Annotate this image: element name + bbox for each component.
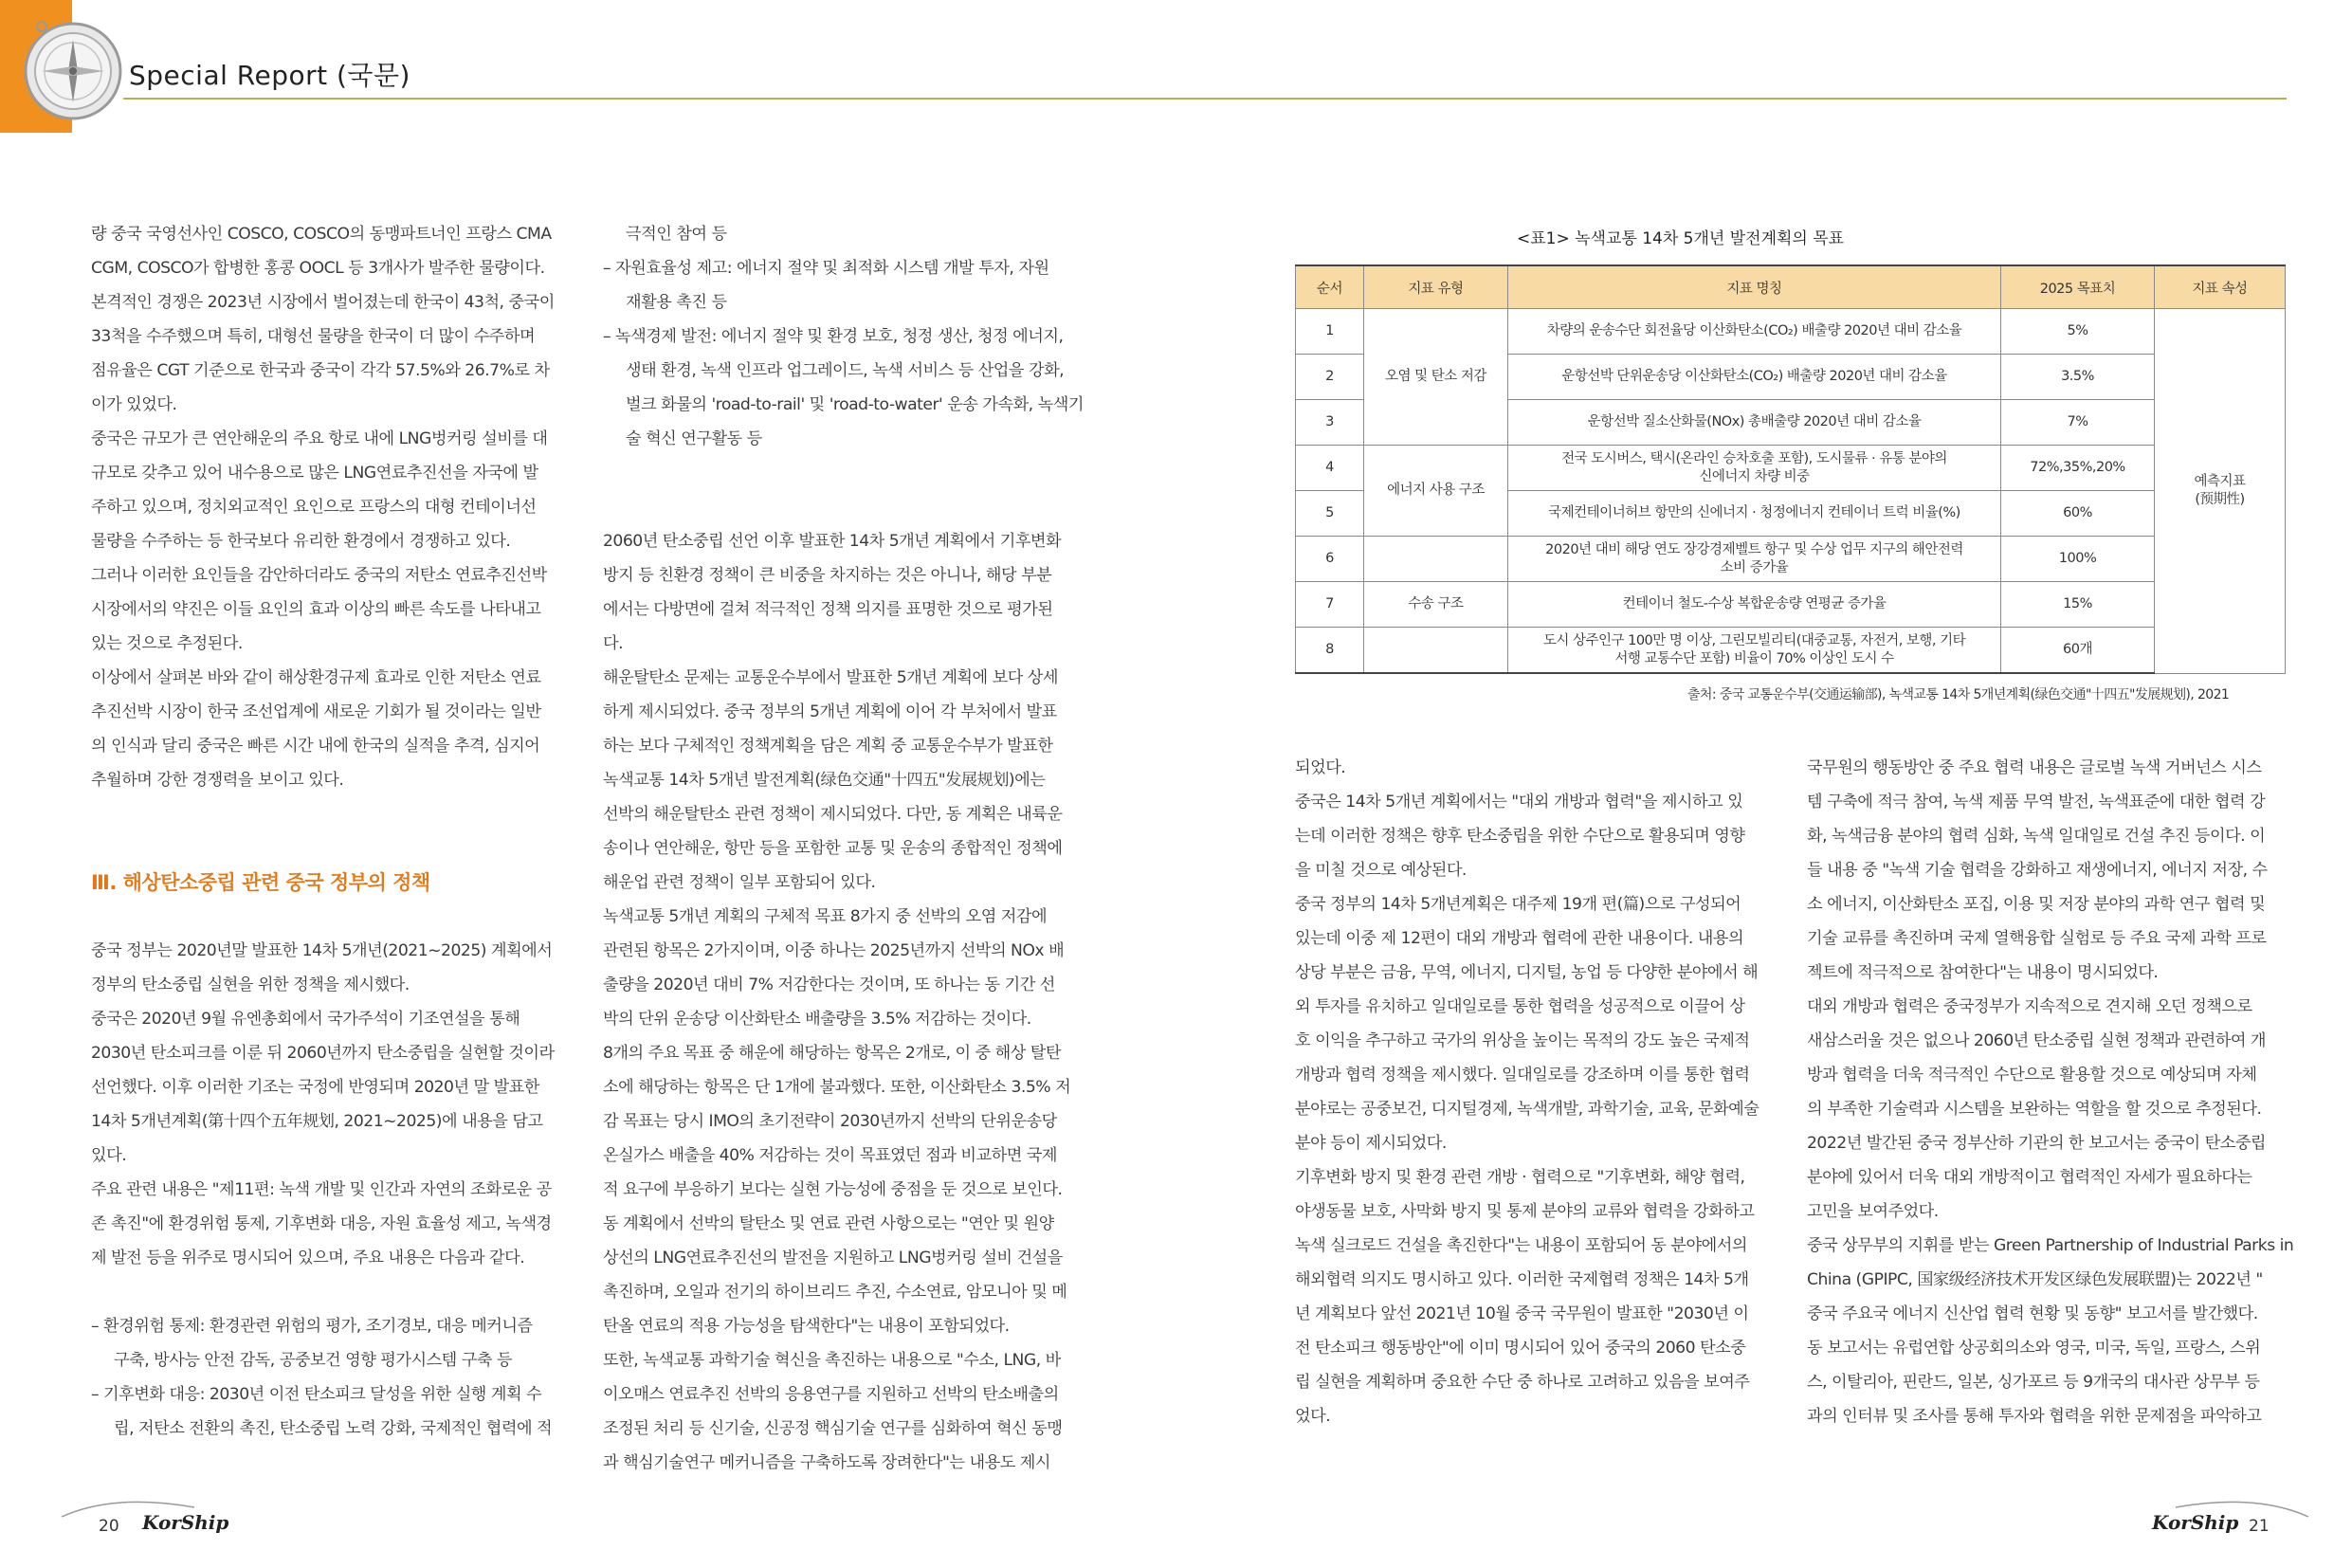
text-line: 출량을 2020년 대비 7% 저감한다는 것이며, 또 하나는 동 기간 선 (603, 975, 1055, 994)
text-line: 다. (603, 634, 624, 653)
indicator-name-line: 컨테이너 철도-수상 복합운송량 연평균 증가율 (1622, 596, 1887, 611)
text-line: 있는데 이중 제 12편이 대외 개방과 협력에 관한 내용이다. 내용의 (1295, 929, 1744, 948)
text-line: 온실가스 배출을 40% 저감하는 것이 목표였던 점과 비교하면 국제 (603, 1146, 1057, 1165)
text-line: 2030년 탄소피크를 이룬 뒤 2060년까지 탄소중립을 실현할 것이라 (91, 1044, 555, 1063)
text-line: 촉진하며, 오일과 전기의 하이브리드 추진, 수소연료, 암모니아 및 메 (603, 1283, 1067, 1302)
indicator-name (1508, 400, 2001, 446)
attribute-line: 예측지표 (2194, 473, 2246, 489)
text-line: 구축, 방사능 안전 감독, 공중보건 영향 평가시스템 구축 등 (114, 1351, 513, 1370)
text-line: 기후변화 방지 및 환경 관련 개방 · 협력으로 "기후변화, 해양 협력, (1295, 1168, 1745, 1187)
text-line: – 녹색경제 발전: 에너지 절약 및 환경 보호, 청정 생산, 청정 에너지, (603, 327, 1064, 346)
text-line: CGM, COSCO가 합병한 홍콩 OOCL 등 3개사가 발주한 물량이다. (91, 259, 545, 278)
indicator-name-line: 차량의 운송수단 회전율당 이산화탄소(CO₂) 배출량 2020년 대비 감소율 (1546, 323, 1962, 338)
text-line: 소 에너지, 이산화탄소 포집, 이용 및 저장 분야의 과학 연구 협력 및 (1807, 895, 2266, 914)
indicator-attribute (2155, 309, 2286, 674)
indicator-name-line: 도시 상주인구 100만 명 이상, 그린모빌리티(대중교통, 자전거, 보행, 기타 (1542, 632, 1966, 648)
table-header-attribute: 지표 속성 (2155, 265, 2286, 309)
text-line: 송이나 연안해운, 항만 등을 포함한 교통 및 운송의 종합적인 정책에 (603, 839, 1063, 858)
indicator-type: 오염 및 탄소 저감 (1364, 309, 1508, 446)
target-value: 3.5% (2001, 355, 2155, 400)
text-line: 과의 인터뷰 및 조사를 통해 투자와 협력을 위한 문제점을 파악하고 (1807, 1407, 2262, 1426)
text-line: 2060년 탄소중립 선언 이후 발표한 14차 5개년 계획에서 기후변화 (603, 532, 1062, 551)
text-line: 탄올 연료의 적용 가능성을 탐색한다"는 내용이 포함되었다. (603, 1317, 1010, 1336)
row-number: 7 (1296, 582, 1364, 628)
text-line: 감 목표는 당시 IMO의 초기전략이 2030년까지 선박의 단위운송당 (603, 1112, 1057, 1131)
text-line: 전 탄소피크 행동방안"에 이미 명시되어 있어 중국의 2060 탄소중 (1295, 1339, 1746, 1358)
indicator-name-line: 전국 도시버스, 택시(온라인 승차호출 포함), 도시물류 · 유통 분야의 (1561, 450, 1947, 466)
text-line: 되었다. (1295, 758, 1346, 777)
text-line: 존 촉진"에 환경위험 통제, 기후변화 대응, 자원 효율성 제고, 녹색경 (91, 1214, 552, 1233)
text-line: 벌크 화물의 'road-to-rail' 및 'road-to-water' 운송 가속화, 녹색기 (626, 395, 1084, 414)
footer-logo-left: KorShip (142, 1511, 229, 1534)
target-value: 100% (2001, 537, 2155, 582)
text-line: 립 실현을 계획하며 중요한 수단 중 하나로 고려하고 있음을 보여주 (1295, 1373, 1750, 1392)
table-header-type: 지표 유형 (1364, 265, 1508, 309)
text-line: 었다. (1295, 1407, 1331, 1426)
target-value: 15% (2001, 582, 2155, 628)
text-line: 방과 협력을 더욱 적극적인 수단으로 활용할 것으로 예상되며 자체 (1807, 1066, 2257, 1085)
text-line: 주하고 있으며, 정치외교적인 요인으로 프랑스의 대형 컨테이너선 (91, 498, 537, 517)
text-line: 있다. (91, 1146, 127, 1165)
target-value: 7% (2001, 400, 2155, 446)
text-line: 스, 이탈리아, 핀란드, 일본, 싱가포르 등 9개국의 대사관 상무부 등 (1807, 1373, 2260, 1392)
text-line: – 기후변화 대응: 2030년 이전 탄소피크 달성을 위한 실행 계획 수 (91, 1385, 542, 1404)
indicator-name (1508, 582, 2001, 628)
page-number-left: 20 (99, 1517, 119, 1536)
table-row (1296, 582, 2286, 628)
text-line: 술 혁신 연구활동 등 (626, 429, 762, 448)
row-number: 4 (1296, 446, 1364, 491)
text-line: 2022년 발간된 중국 정부산하 기관의 한 보고서는 중국이 탄소중립 (1807, 1134, 2267, 1153)
text-line: 과 핵심기술연구 메커니즘을 구축하도록 장려한다"는 내용도 제시 (603, 1453, 1050, 1472)
indicator-name (1508, 491, 2001, 537)
target-value: 60개 (2001, 628, 2155, 674)
table-row (1296, 537, 2286, 582)
left-column-1 (91, 217, 555, 1446)
text-line: 상당 부분은 금융, 무역, 에너지, 디지털, 농업 등 다양한 분야에서 해 (1295, 963, 1759, 982)
text-line: 화, 녹색금융 분야의 협력 심화, 녹색 일대일로 건설 추진 등이다. 이 (1807, 827, 2266, 846)
table-header-no: 순서 (1296, 265, 1364, 309)
text-line: 중국은 2020년 9월 유엔총회에서 국가주석이 기조연설을 통해 (91, 1010, 520, 1029)
text-line: 정부의 탄소중립 실현을 위한 정책을 제시했다. (91, 975, 410, 994)
target-value: 72%,35%,20% (2001, 446, 2155, 491)
indicator-name (1508, 537, 2001, 582)
right-column-2 (1807, 751, 2293, 1433)
indicator-name-line: 국제컨테이너허브 항만의 신에너지 · 청정에너지 컨테이너 트럭 비율(%) (1548, 505, 1960, 520)
text-line: 본격적인 경쟁은 2023년 시장에서 벌어졌는데 한국이 43척, 중국이 (91, 293, 555, 312)
running-header-title: Special Report (국문) (129, 60, 410, 91)
text-line: 극적인 참여 등 (626, 225, 727, 244)
row-number: 2 (1296, 355, 1364, 400)
indicator-name-line: 운항선박 단위운송당 이산화탄소(CO₂) 배출량 2020년 대비 감소율 (1561, 369, 1947, 384)
text-line: 기술 교류를 촉진하며 국제 열핵융합 실험로 등 주요 국제 과학 프로 (1807, 929, 2267, 948)
text-line: 중국 정부는 2020년말 발표한 14차 5개년(2021~2025) 계획에서 (91, 941, 553, 960)
text-line: 는데 이러한 정책은 향후 탄소중립을 위한 수단으로 활용되며 영향 (1295, 827, 1745, 846)
text-line: 상선의 LNG연료추진선의 발전을 지원하고 LNG벙커링 설비 건설을 (603, 1249, 1063, 1267)
text-line: 이가 있었다. (91, 395, 177, 414)
text-line: – 자원효율성 제고: 에너지 절약 및 최적화 시스템 개발 투자, 자원 (603, 259, 1049, 278)
text-line: 또한, 녹색교통 과학기술 혁신을 촉진하는 내용으로 "수소, LNG, 바 (603, 1351, 1061, 1370)
text-line: 동 계획에서 선박의 탈탄소 및 연료 관련 사항으로는 "연안 및 원양 (603, 1214, 1054, 1233)
text-line: 량 중국 국영선사인 COSCO, COSCO의 동맹파트너인 프랑스 CMA (91, 225, 552, 244)
text-line: 규모로 갖추고 있어 내수용으로 많은 LNG연료추진선을 자국에 발 (91, 464, 538, 483)
text-line: 제 발전 등을 위주로 명시되어 있으며, 주요 내용은 다음과 같다. (91, 1249, 525, 1267)
text-line: 중국은 규모가 큰 연안해운의 주요 항로 내에 LNG벙커링 설비를 대 (91, 429, 548, 448)
section-heading: Ⅲ. 해상탄소중립 관련 중국 정부의 정책 (91, 871, 430, 894)
text-line: 물량을 수주하는 등 한국보다 유리한 환경에서 경쟁하고 있다. (91, 532, 511, 551)
table-header-target: 2025 목표치 (2001, 265, 2155, 309)
text-line: 이상에서 살펴본 바와 같이 해상환경규제 효과로 인한 저탄소 연료 (91, 668, 541, 687)
table-header-name: 지표 명칭 (1508, 265, 2001, 309)
text-line: 중국 정부의 14차 5개년계획은 대주제 19개 편(篇)으로 구성되어 (1295, 895, 1741, 914)
text-line: 녹색교통 5개년 계획의 구체적 목표 8가지 중 선박의 오염 저감에 (603, 907, 1048, 926)
text-line: 의 부족한 기술력과 시스템을 보완하는 역할을 할 것으로 추정된다. (1807, 1100, 2262, 1119)
row-number: 3 (1296, 400, 1364, 446)
text-line: 젝트에 적극적으로 참여한다"는 내용이 명시되었다. (1807, 963, 2159, 982)
indicator-name-line: 소비 증가율 (1720, 559, 1789, 575)
text-line: 분야 등이 제시되었다. (1295, 1134, 1447, 1153)
text-line: China (GPIPC, 国家级经济技术开发区绿色发展联盟)는 2022년 " (1807, 1270, 2263, 1289)
text-line: 방지 등 친환경 정책이 큰 비중을 차지하는 것은 아니나, 해당 부분 (603, 566, 1052, 585)
header-rule (123, 98, 2287, 100)
text-line: 하게 제시되었다. 중국 정부의 5개년 계획에 이어 각 부처에서 발표 (603, 702, 1057, 721)
target-value: 60% (2001, 491, 2155, 537)
indicator-type: 수송 구조 (1364, 582, 1508, 628)
text-line: 들 내용 중 "녹색 기술 협력을 강화하고 재생에너지, 에너지 저장, 수 (1807, 861, 2268, 880)
text-line: 추월하며 강한 경쟁력을 보이고 있다. (91, 771, 344, 790)
text-line: 개방과 협력 정책을 제시했다. 일대일로를 강조하며 이를 통한 협력 (1295, 1066, 1750, 1085)
text-line: 추진선박 시장이 한국 조선업계에 새로운 기회가 될 것이라는 일반 (91, 702, 541, 721)
text-line: 조정된 처리 등 신기술, 신공정 핵심기술 연구를 심화하여 혁신 동맹 (603, 1419, 1063, 1438)
text-line: 고민을 보여주었다. (1807, 1202, 1939, 1221)
indicator-name (1508, 355, 2001, 400)
indicator-name-line: 운항선박 질소산화물(NOx) 총배출량 2020년 대비 감소율 (1587, 414, 1922, 429)
text-line: 생태 환경, 녹색 인프라 업그레이드, 녹색 서비스 등 산업을 강화, (626, 361, 1065, 380)
text-line: 8개의 주요 목표 중 해운에 해당하는 항목은 2개로, 이 중 해상 탈탄 (603, 1044, 1062, 1063)
table-row (1296, 628, 2286, 674)
right-column-1 (1295, 751, 1759, 1433)
indicator-name-line: 신에너지 차량 비중 (1699, 468, 1810, 484)
text-line: 점유율은 CGT 기준으로 한국과 중국이 각각 57.5%와 26.7%로 차 (91, 361, 550, 380)
indicator-name-line: 2020년 대비 해당 연도 장강경제벨트 항구 및 수상 업무 지구의 해안전력 (1545, 541, 1963, 557)
text-line: 국무원의 행동방안 중 주요 협력 내용은 글로벌 녹색 거버넌스 시스 (1807, 758, 2262, 777)
attribute-line: (预期性) (2195, 491, 2245, 507)
text-line: 하는 보다 구체적인 정책계획을 담은 계획 중 교통운수부가 발표한 (603, 737, 1053, 756)
text-line: 중국 상무부의 지휘를 받는 Green Partnership of Industrial Parks in (1807, 1236, 2294, 1255)
text-line: 재활용 촉진 등 (626, 293, 727, 312)
text-line: 녹색교통 14차 5개년 발전계획(绿色交通"十四五"发展规划)에는 (603, 771, 1046, 790)
indicator-type (1364, 628, 1508, 674)
footer-logo-right: KorShip (2152, 1511, 2239, 1534)
compass-icon (21, 19, 125, 123)
text-line: 적 요구에 부응하기 보다는 실현 가능성에 중점을 둔 것으로 보인다. (603, 1180, 1063, 1199)
table-row (1296, 446, 2286, 491)
text-line: 박의 단위 운송당 이산화탄소 배출량을 3.5% 저감하는 것이다. (603, 1010, 1031, 1029)
text-line: 분야에 있어서 더욱 대외 개방적이고 협력적인 자세가 필요하다는 (1807, 1168, 2252, 1187)
text-line: 이오매스 연료추진 선박의 응용연구를 지원하고 선박의 탄소배출의 (603, 1385, 1059, 1404)
text-line: 해운탈탄소 문제는 교통운수부에서 발표한 5개년 계획에 보다 상세 (603, 668, 1058, 687)
page-number-right: 21 (2249, 1517, 2270, 1536)
indicator-type (1364, 537, 1508, 582)
text-line: 분야로는 공중보건, 디지털경제, 녹색개발, 과학기술, 교육, 문화예술 (1295, 1100, 1759, 1119)
table-row (1296, 309, 2286, 355)
text-line: 14차 5개년계획(第十四个五年规划, 2021~2025)에 내용을 담고 (91, 1112, 543, 1131)
indicator-name-line: 서행 교통수단 포함) 비율이 70% 이상인 도시 수 (1614, 650, 1894, 666)
text-line: 녹색 실크로드 건설을 촉진한다"는 내용이 포함되어 동 분야에서의 (1295, 1236, 1747, 1255)
text-line: 을 미칠 것으로 예상된다. (1295, 861, 1467, 880)
table-caption: <표1> 녹색교통 14차 5개년 발전계획의 목표 (1517, 229, 1845, 248)
text-line: 의 인식과 달리 중국은 빠른 시간 내에 한국의 실적을 추격, 심지어 (91, 737, 540, 756)
text-line: 야생동물 보호, 사막화 방지 및 통제 분야의 교류와 협력을 강화하고 (1295, 1202, 1755, 1221)
text-line: 외 투자를 유치하고 일대일로를 통한 협력을 성공적으로 이끌어 상 (1295, 997, 1745, 1016)
text-line: 해외협력 의지도 명시하고 있다. 이러한 국제협력 정책은 14차 5개 (1295, 1270, 1749, 1289)
text-line: 선언했다. 이후 이러한 기조는 국정에 반영되며 2020년 말 발표한 (91, 1078, 539, 1097)
indicator-name (1508, 309, 2001, 355)
indicator-name (1508, 446, 2001, 491)
row-number: 6 (1296, 537, 1364, 582)
text-line: 시장에서의 약진은 이들 요인의 효과 이상의 빠른 속도를 나타내고 (91, 600, 541, 619)
text-line: 소에 해당하는 항목은 단 1개에 불과했다. 또한, 이산화탄소 3.5% 저 (603, 1078, 1071, 1097)
text-line: 새삼스러울 것은 없으나 2060년 탄소중립 실현 정책과 관련하여 개 (1807, 1031, 2267, 1050)
text-line: 템 구축에 적극 참여, 녹색 제품 무역 발전, 녹색표준에 대한 협력 강 (1807, 793, 2266, 811)
text-line: 에서는 다방면에 걸쳐 적극적인 정책 의지를 표명한 것으로 평가된 (603, 600, 1053, 619)
target-value: 5% (2001, 309, 2155, 355)
text-line: 립, 저탄소 전환의 촉진, 탄소중립 노력 강화, 국제적인 협력에 적 (114, 1419, 553, 1438)
text-line: – 환경위험 통제: 환경관련 위험의 평가, 조기경보, 대응 메커니즘 (91, 1317, 533, 1336)
left-column-2 (603, 217, 1084, 1480)
indicator-type: 에너지 사용 구조 (1364, 446, 1508, 537)
text-line: 그러나 이러한 요인들을 감안하더라도 중국의 저탄소 연료추진선박 (91, 566, 547, 585)
row-number: 1 (1296, 309, 1364, 355)
text-line: 33척을 수주했으며 특히, 대형선 물량을 한국이 더 많이 수주하며 (91, 327, 536, 346)
text-line: 관련된 항목은 2가지이며, 이중 하나는 2025년까지 선박의 NOx 배 (603, 941, 1065, 960)
table-source: 출처: 중국 교통운수부(交通运输部), 녹색교통 14차 5개년계획(绿色交通"十四五"发展规划), 2021 (1687, 687, 2230, 702)
text-line: 주요 관련 내용은 "제11편: 녹색 개발 및 인간과 자연의 조화로운 공 (91, 1180, 552, 1199)
goals-table (1295, 264, 2286, 674)
text-line: 년 계획보다 앞선 2021년 10월 중국 국무원이 발표한 "2030년 이 (1295, 1304, 1749, 1323)
text-line: 중국은 14차 5개년 계획에서는 "대외 개방과 협력"을 제시하고 있 (1295, 793, 1743, 811)
row-number: 5 (1296, 491, 1364, 537)
text-line: 중국 주요국 에너지 신산업 협력 현황 및 동향" 보고서를 발간했다. (1807, 1304, 2258, 1323)
text-line: 호 이익을 추구하고 국가의 위상을 높이는 목적의 강도 높은 국제적 (1295, 1031, 1750, 1050)
indicator-name (1508, 628, 2001, 674)
text-line: 있는 것으로 추정된다. (91, 634, 243, 653)
text-line: 대외 개방과 협력은 중국정부가 지속적으로 견지해 오던 정책으로 (1807, 997, 2252, 1016)
text-line: 해운업 관련 정책이 일부 포함되어 있다. (603, 873, 876, 892)
row-number: 8 (1296, 628, 1364, 674)
text-line: 선박의 해운탈탄소 관련 정책이 제시되었다. 다만, 동 계획은 내륙운 (603, 805, 1063, 824)
text-line: 동 보고서는 유럽연합 상공회의소와 영국, 미국, 독일, 프랑스, 스위 (1807, 1339, 2261, 1358)
